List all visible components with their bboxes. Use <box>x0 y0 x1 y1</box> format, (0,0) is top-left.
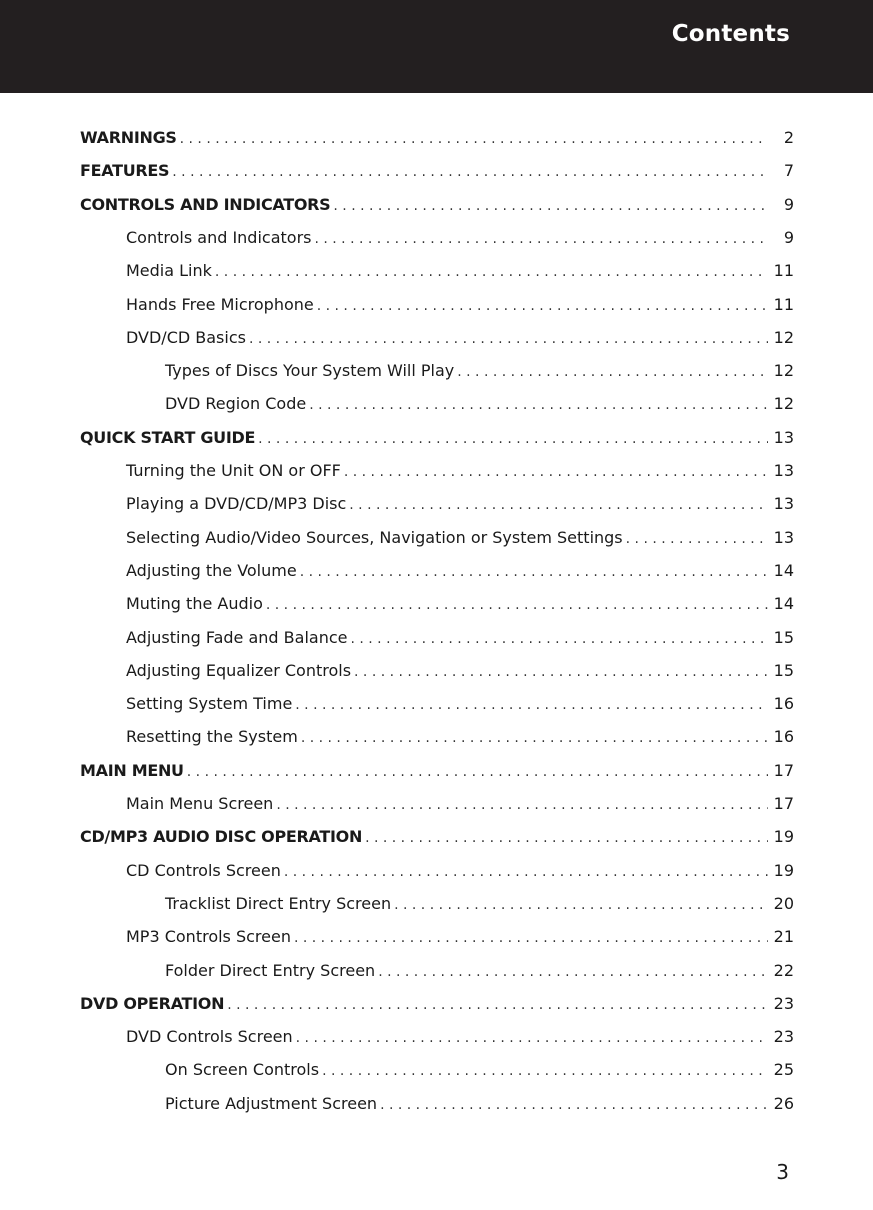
toc-entry-page: 13 <box>773 461 794 480</box>
toc-entry-title: WARNINGS <box>80 128 177 147</box>
toc-entry[interactable] <box>165 357 794 385</box>
toc-entry[interactable] <box>80 990 794 1018</box>
toc-entry-title: Selecting Audio/Video Sources, Navigation or System Settings <box>126 527 623 547</box>
toc-entry-page: 15 <box>773 627 794 647</box>
toc-entry[interactable] <box>126 291 794 319</box>
toc-entry-page: 12 <box>773 394 794 414</box>
toc-entry[interactable] <box>126 257 794 285</box>
page-number: 3 <box>776 1160 789 1184</box>
dot-leader <box>249 325 768 353</box>
toc-entry-title: Playing a DVD/CD/MP3 Disc <box>126 494 347 514</box>
toc-entry-title: Media Link <box>126 261 212 281</box>
toc-entry-page: 9 <box>783 227 794 247</box>
toc-entry-title: Main Menu Screen <box>126 794 274 813</box>
dot-leader <box>266 591 768 619</box>
dot-leader <box>258 425 768 453</box>
toc-entry-page: 19 <box>773 827 794 847</box>
dot-leader <box>457 358 767 386</box>
toc-entry-page: 14 <box>773 560 794 580</box>
toc-entry-page: 17 <box>773 794 794 813</box>
page-title: Contents <box>671 21 790 47</box>
toc-entry-title: Types of Discs Your System Will Play <box>165 361 455 381</box>
toc-entry[interactable] <box>126 524 794 552</box>
toc-entry-page: 7 <box>783 161 794 181</box>
dot-leader <box>276 791 767 819</box>
dot-leader <box>227 991 767 1019</box>
toc-entry[interactable] <box>126 457 794 485</box>
dot-leader <box>295 691 767 719</box>
toc-entry-title: CONTROLS AND INDICATORS <box>80 194 331 214</box>
toc-entry-page: 19 <box>773 860 794 880</box>
toc-entry[interactable] <box>126 624 794 652</box>
dot-leader <box>365 824 768 852</box>
toc-entry[interactable] <box>126 224 794 252</box>
toc-entry-page: 9 <box>783 194 794 214</box>
toc-entry-page: 16 <box>773 694 794 714</box>
toc-entry-title: Folder Direct Entry Screen <box>165 960 376 980</box>
toc-entry-page: 25 <box>773 1060 794 1080</box>
toc-entry-title: DVD Controls Screen <box>126 1027 293 1047</box>
toc-entry[interactable] <box>80 823 794 851</box>
dot-leader <box>394 891 768 919</box>
dot-leader <box>354 658 768 686</box>
toc-entry-title: MP3 Controls Screen <box>126 927 291 947</box>
toc-entry-page: 17 <box>773 760 794 780</box>
toc-entry[interactable] <box>126 590 794 618</box>
toc-entry[interactable] <box>126 657 794 685</box>
toc-entry-title: CD/MP3 AUDIO DISC OPERATION <box>80 827 363 847</box>
toc-entry[interactable] <box>126 324 794 352</box>
dot-leader <box>296 1024 768 1052</box>
dot-leader <box>294 924 768 952</box>
dot-leader <box>284 858 768 886</box>
toc-entry-page: 13 <box>773 427 794 447</box>
toc-entry[interactable] <box>165 390 794 418</box>
toc-entry[interactable] <box>126 557 794 585</box>
toc-entry[interactable] <box>126 723 794 751</box>
toc-entry[interactable] <box>80 124 794 152</box>
dot-leader <box>187 758 768 786</box>
toc-entry[interactable] <box>80 191 794 219</box>
toc-entry-page: 2 <box>783 128 794 147</box>
dot-leader <box>314 225 768 253</box>
toc-entry[interactable] <box>126 790 794 818</box>
toc-entry-title: QUICK START GUIDE <box>80 427 256 447</box>
dot-leader <box>317 292 768 320</box>
toc-entry-title: Adjusting the Volume <box>126 560 297 580</box>
toc-entry-page: 20 <box>773 893 794 913</box>
toc-entry-page: 23 <box>773 993 794 1013</box>
toc-entry-title: DVD Region Code <box>165 394 307 414</box>
toc-entry[interactable] <box>80 757 794 785</box>
dot-leader <box>309 391 767 419</box>
dot-leader <box>215 258 768 286</box>
dot-leader <box>350 625 767 653</box>
dot-leader <box>172 158 768 186</box>
toc-entry-page: 23 <box>773 1027 794 1047</box>
dot-leader <box>180 125 768 153</box>
toc-entry-title: CD Controls Screen <box>126 860 281 880</box>
toc-entry-page: 14 <box>773 594 794 614</box>
dot-leader <box>344 458 768 486</box>
toc-entry-title: Controls and Indicators <box>126 227 312 247</box>
toc-entry-page: 13 <box>773 527 794 547</box>
toc-entry-page: 21 <box>773 927 794 947</box>
toc-entry-title: Adjusting Fade and Balance <box>126 627 348 647</box>
toc-entry-title: Turning the Unit ON or OFF <box>126 461 341 480</box>
toc-entry[interactable] <box>165 1090 794 1118</box>
toc-entry[interactable] <box>165 957 794 985</box>
toc-entry-page: 15 <box>773 660 794 680</box>
toc-entry-page: 12 <box>773 327 794 347</box>
toc-entry[interactable] <box>80 157 794 185</box>
toc-entry-title: DVD OPERATION <box>80 993 225 1013</box>
toc-entry-title: Picture Adjustment Screen <box>165 1093 378 1113</box>
dot-leader <box>301 724 768 752</box>
toc-entry-title: MAIN MENU <box>80 760 184 780</box>
toc-entry-title: FEATURES <box>80 161 170 181</box>
toc-entry-page: 22 <box>773 960 794 980</box>
header-band <box>0 0 873 93</box>
toc-entry-page: 12 <box>773 361 794 381</box>
toc-entry-title: Setting System Time <box>126 694 293 714</box>
toc-entry-title: Tracklist Direct Entry Screen <box>165 893 392 913</box>
toc-entry-title: DVD/CD Basics <box>126 327 246 347</box>
toc-entry[interactable] <box>126 690 794 718</box>
toc-entry-title: Hands Free Microphone <box>126 294 314 314</box>
dot-leader <box>626 525 768 553</box>
toc-entry-page: 26 <box>773 1093 794 1113</box>
toc-entry-page: 11 <box>773 294 794 314</box>
toc-entry-page: 13 <box>773 494 794 514</box>
toc-entry[interactable] <box>126 490 794 518</box>
toc-entry-page: 11 <box>773 261 794 281</box>
dot-leader <box>380 1091 768 1119</box>
toc-entry[interactable] <box>165 1056 794 1084</box>
toc-entry[interactable] <box>126 857 794 885</box>
toc-entry-title: Adjusting Equalizer Controls <box>126 660 352 680</box>
toc-entry[interactable] <box>165 890 794 918</box>
toc-entry-title: On Screen Controls <box>165 1060 320 1080</box>
toc-entry-title: Muting the Audio <box>126 594 263 614</box>
toc-entry-page: 16 <box>773 727 794 747</box>
dot-leader <box>378 958 767 986</box>
toc-entry[interactable] <box>80 424 794 452</box>
toc-entry-title: Resetting the System <box>126 727 298 747</box>
toc-entry[interactable] <box>126 923 794 951</box>
dot-leader <box>300 558 768 586</box>
dot-leader <box>322 1057 768 1085</box>
toc-entry[interactable] <box>126 1023 794 1051</box>
dot-leader <box>333 192 768 220</box>
dot-leader <box>349 491 767 519</box>
